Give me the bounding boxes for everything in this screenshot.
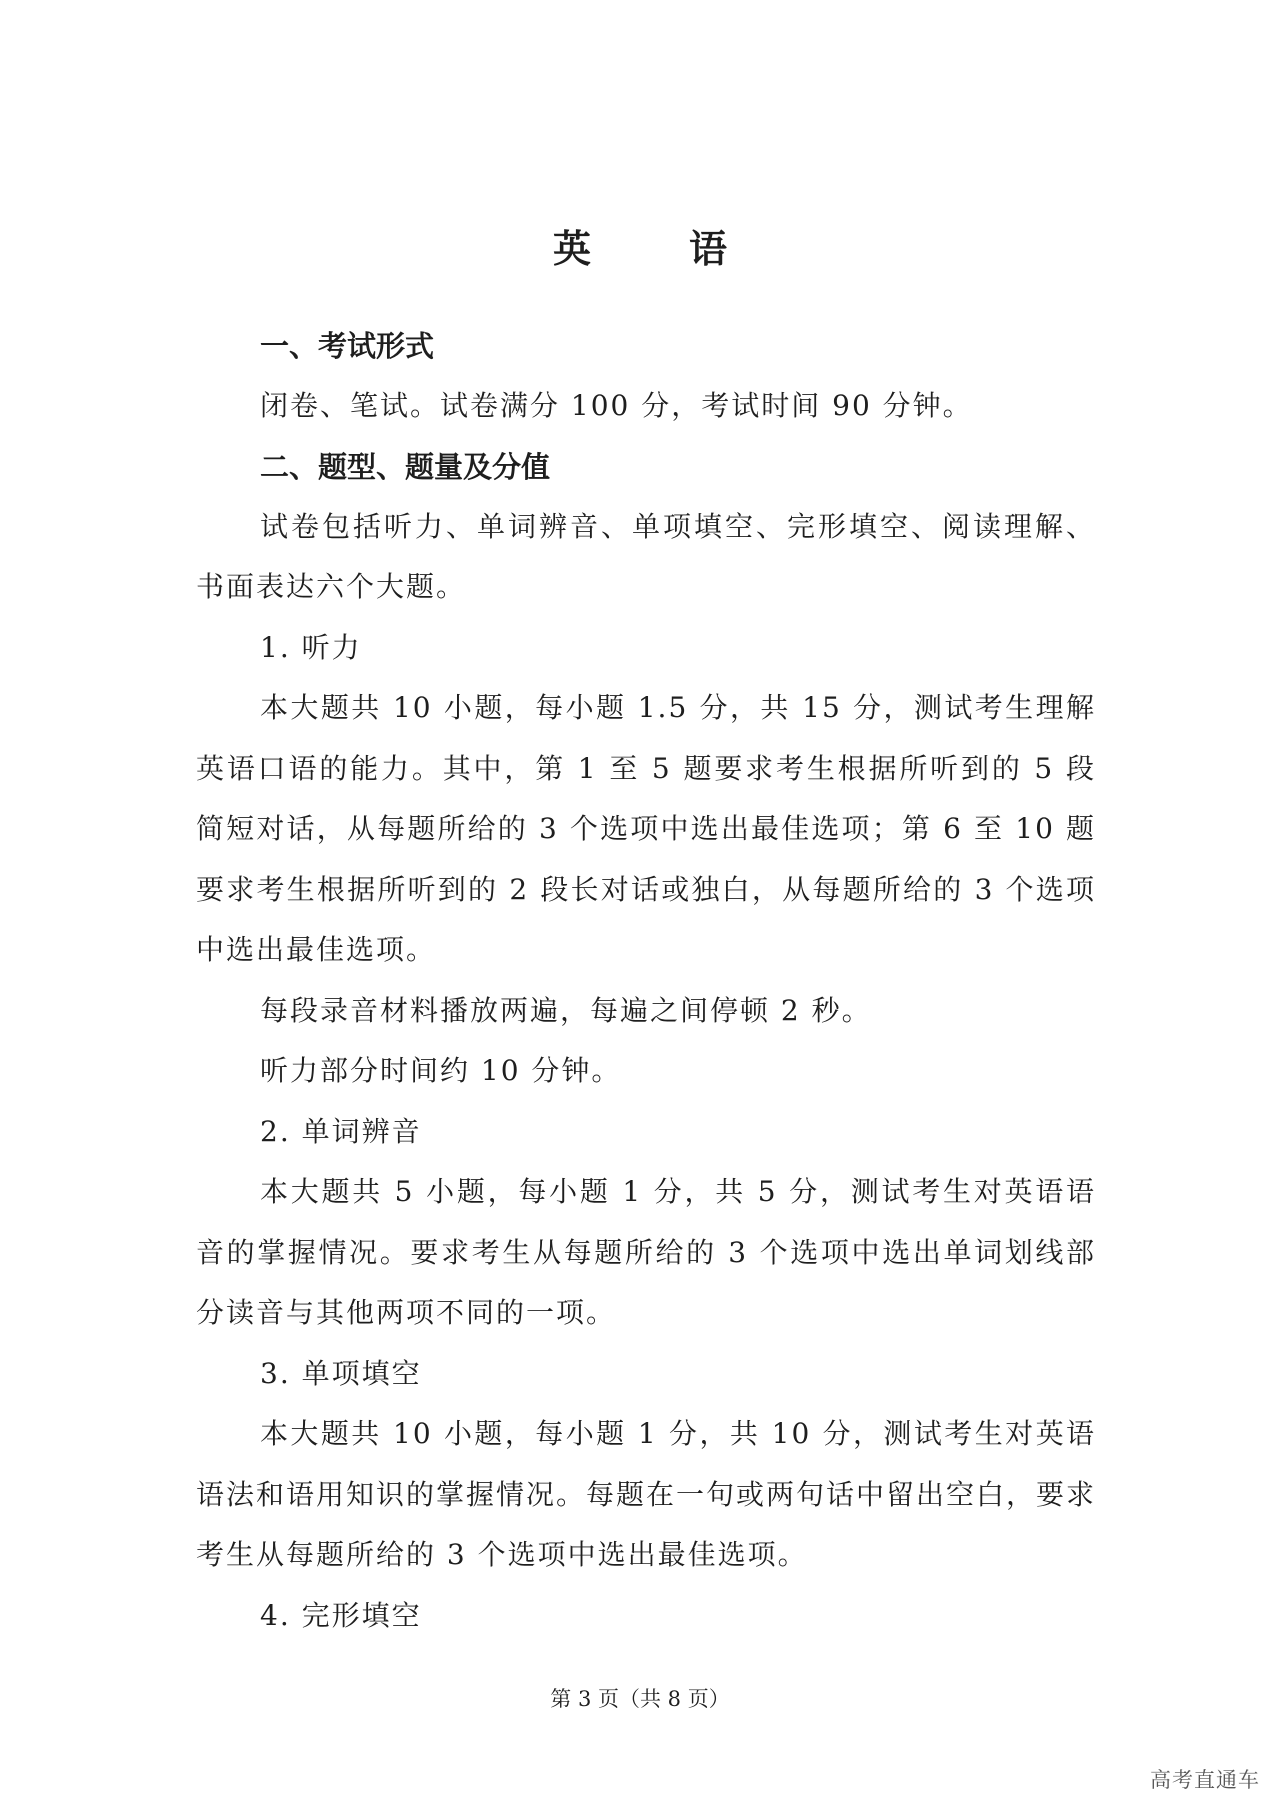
exam-format-text: 闭卷、笔试。试卷满分 100 分，考试时间 90 分钟。 (260, 389, 973, 422)
item-title-cloze: 4. 完形填空 (260, 1598, 422, 1632)
listening-paragraph-1: 本大题共 10 小题，每小题 1.5 分，共 15 分，测试考生理解英语口语的能力。其中，第 1 至 5 题要求考生根据所听到的 5 段简短对话，从每题所给的 3 个选项中选出最佳选项；第 6 至 10 题要求考生根据所听到的 2 段长对话或独白，从每题所给的 3 个选项中选出最佳选项。 (196, 691, 1096, 966)
page-title: 英 语 (552, 227, 757, 271)
section-heading-question-types: 二、题型、题量及分值 (260, 449, 551, 484)
listening-paragraph-2: 每段录音材料播放两遍，每遍之间停顿 2 秒。 (260, 993, 872, 1027)
item-title-phonetics: 2. 单词辨音 (260, 1114, 422, 1148)
single-choice-paragraph: 本大题共 10 小题，每小题 1 分，共 10 分，测试考生对英语语法和语用知识的掌握情况。每题在一句或两句话中留出空白，要求考生从每题所给的 3 个选项中选出最佳选项。 (196, 1417, 1097, 1571)
phonetics-paragraph: 本大题共 5 小题，每小题 1 分，共 5 分，测试考生对英语语音的掌握情况。要求考生从每题所给的 3 个选项中选出单词划线部分读音与其他两项不同的一项。 (196, 1175, 1096, 1329)
listening-paragraph-3: 听力部分时间约 10 分钟。 (260, 1054, 622, 1087)
document-body (196, 316, 1096, 1646)
question-types-intro: 试卷包括听力、单词辨音、单项填空、完形填空、阅读理解、书面表达六个大题。 (196, 509, 1096, 603)
section-heading-exam-format: 一、考试形式 (260, 329, 435, 363)
page-footer: 第 3 页（共 8 页） (550, 1687, 730, 1711)
item-title-single-choice: 3. 单项填空 (260, 1356, 422, 1390)
item-title-listening: 1. 听力 (260, 630, 362, 664)
watermark: 高考直通车 (1150, 1768, 1260, 1792)
